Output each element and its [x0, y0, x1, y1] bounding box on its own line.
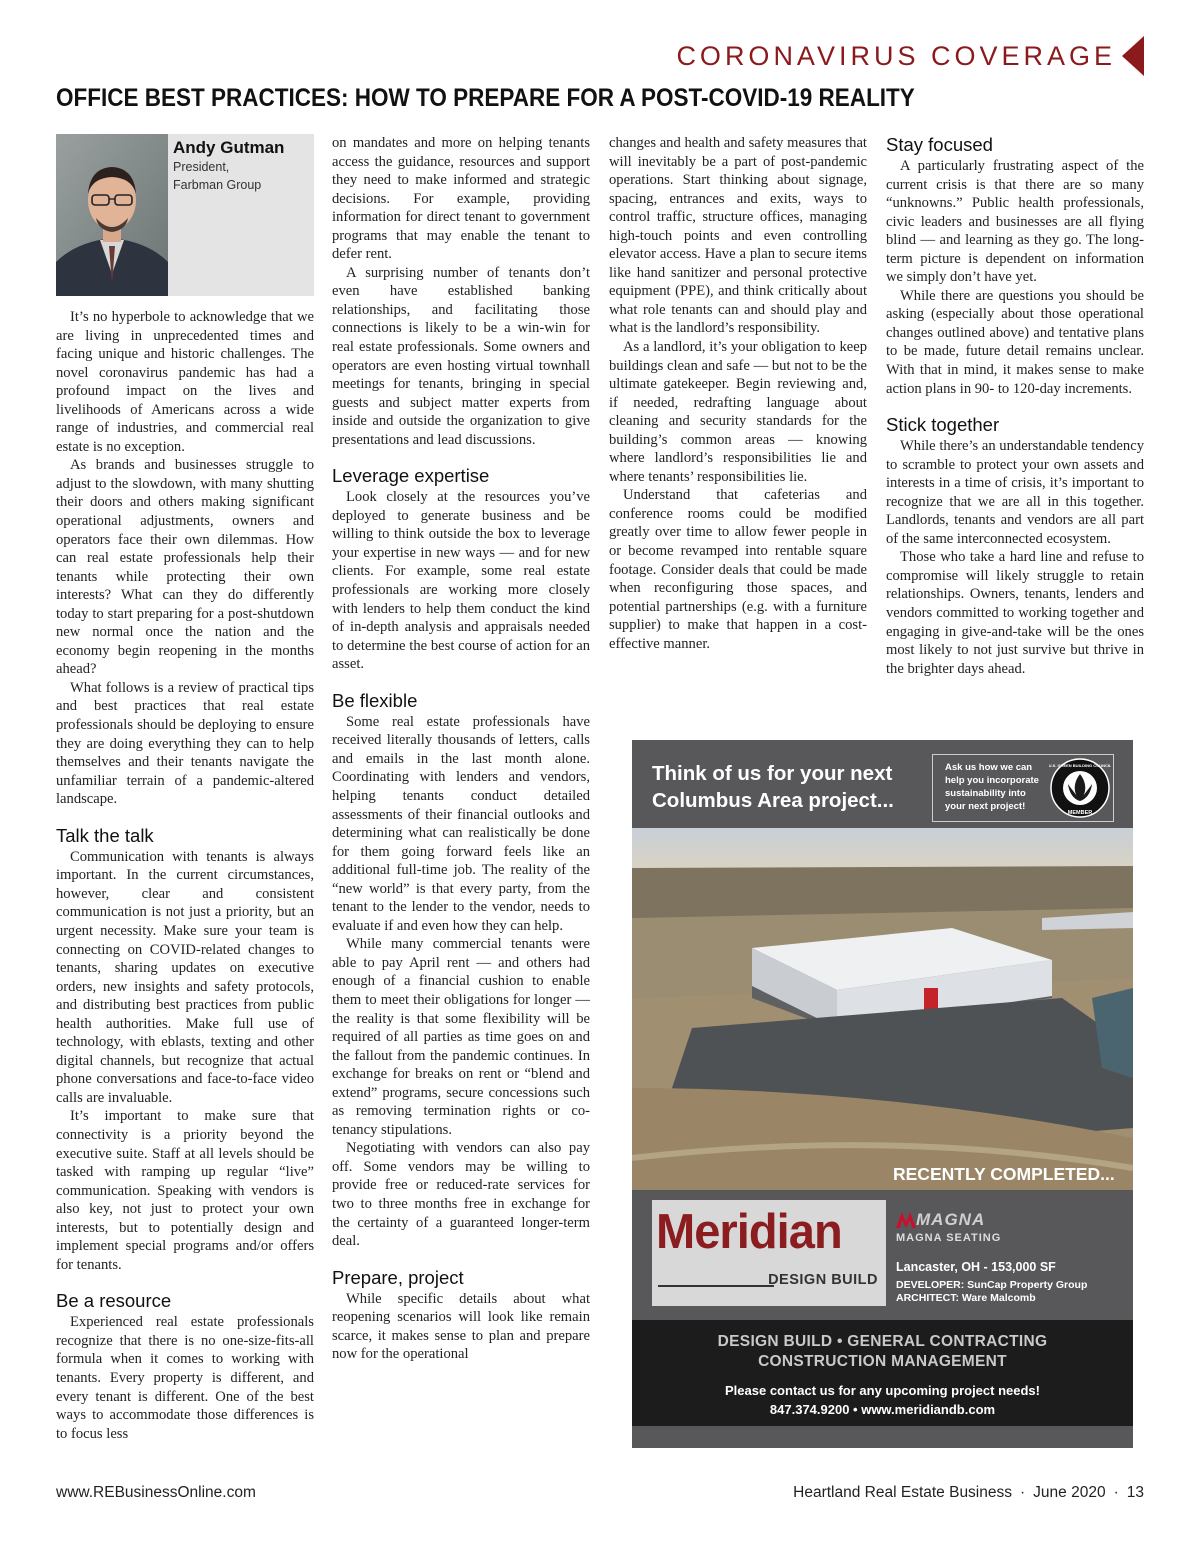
subhead-stay-focused: Stay focused — [886, 134, 993, 155]
ad-headline-line: Think of us for your next — [652, 762, 893, 785]
sustainability-box — [932, 754, 1114, 822]
arrow-left-icon — [1122, 36, 1144, 76]
contact-phone-website[interactable]: 847.374.9200 • www.meridiandb.com — [769, 1402, 996, 1417]
subhead-prepare-project: Prepare, project — [332, 1266, 464, 1288]
paragraph: It’s important to make sure that connectivity is a priority beyond the executive suite. Staff at all levels should be tasked with ramping up regular “live” communication. Speaking with vendors is also key, not just to protect your own interests, but to potentially design and implement special programs and/or offers for tenants. — [56, 1108, 314, 1273]
footer-separator: · — [1113, 1484, 1119, 1501]
sustainability-text — [945, 761, 1039, 813]
paragraph: It’s no hyperbole to acknowledge that we are living in unprecedented times and facing unique and historic challenges. The novel coronavirus pandemic has had a profound impact on the lives and livelihoods of Americans across a wide range of industries, and commercial real estate is no exception. — [56, 309, 314, 455]
article-column-1 — [56, 134, 314, 1443]
article-headline: OFFICE BEST PRACTICES: HOW TO PREPARE FOR A POST-COVID-19 REALITY — [56, 84, 915, 112]
paragraph: on mandates and more on helping tenants access the guidance, resources and support they need to make informed and strategic decisions. For example, providing information for direct tenant to government programs that may enable the tenant to defer rent. — [332, 135, 590, 263]
footer-website[interactable]: www.REBusinessOnline.com — [56, 1484, 256, 1501]
seal-member-text: MEMBER — [1067, 810, 1093, 816]
ad-headline-line: Columbus Area project... — [652, 789, 894, 812]
paragraph: As brands and businesses struggle to adjust to the slowdown, with many shutting their doors and others making significant operational adjustments, owners and operators face their own dilemmas. How can real estate professionals help their tenants while protecting their own interests? What can they do differently today to start preparing for a post-shutdown new normal once the nation and the economy begin reopening in the months ahead? — [56, 457, 314, 678]
meridian-advertisement[interactable] — [632, 740, 1133, 1448]
footer-publication-info — [793, 1484, 1144, 1502]
magna-name: MAGNA — [916, 1210, 986, 1229]
magna-logo — [896, 1210, 1001, 1244]
paragraph: Communication with tenants is always important. In the current circumstances, however, clear and consistent communication is not just a priority, but an urgent necessity. Make sure your team is connecting on COVID-related changes to tenants, sharing updates on executive orders, new insights and safety protocols, and distributing best practices from public health authorities. Make full use of technology, with eblasts, texting and other digital channels, but recognize that actual phone conversations and face-to-face video calls are invaluable. — [56, 848, 314, 1106]
ad-services — [632, 1332, 1133, 1372]
paragraph: While specific details about what reopening scenarios will look like remain scarce, it makes sense to plan and prepare now for the operational — [332, 1290, 590, 1363]
aerial-building-photo — [632, 828, 1133, 1190]
paragraph: Experienced real estate professionals recognize that there is no one-size-fits-all formula when it comes to working with tenants. Every property is different, and every tenant is different. One of the best ways to accommodate those differences is to focus less — [56, 1314, 314, 1442]
paragraph: changes and health and safety measures that will inevitably be a part of post-pandemic operations. Start thinking about signage, spacing, entrances and exits, ways to control traffic, structure offices, managing high-touch points and even controlling elevator access. Have a plan to secure items like hand sanitizer and personal protective equipment (PPE), and think critically about what role tenants can and should play and what is the landlord’s responsibility. — [609, 135, 867, 337]
author-name: Andy Gutman — [173, 138, 285, 157]
ad-header — [632, 740, 1133, 828]
paragraph: Those who take a hard line and refuse to compromise will likely struggle to retain relationships. Owners, tenants, lenders and vendors committed to working together and engaging in give-and-take will be the ones most likely to not just survive but thrive in the brighter days ahead. — [886, 549, 1144, 677]
subhead-leverage-expertise: Leverage expertise — [332, 465, 490, 487]
seal-council-text: U.S. GREEN BUILDING COUNCIL — [1049, 763, 1111, 768]
recently-completed-label: RECENTLY COMPLETED... — [893, 1164, 1115, 1184]
author-company: Farbman Group — [173, 178, 262, 192]
sustainability-line: help you incorporate — [945, 775, 1039, 786]
footer-publication: Heartland Real Estate Business — [793, 1484, 1012, 1501]
subhead-talk-the-talk: Talk the talk — [56, 824, 154, 846]
magna-mark-icon — [896, 1212, 916, 1228]
section-tag — [676, 36, 1144, 76]
footer-issue: June 2020 — [1033, 1484, 1106, 1501]
page-number: 13 — [1126, 1484, 1144, 1501]
project-location: Lancaster, OH - 153,000 SF — [896, 1260, 1056, 1274]
paragraph: Negotiating with vendors can also pay off. Some vendors may be willing to provide free or reduced-rate services for two to three months free in exchange for the certainty of a guaranteed longer-term deal. — [332, 1140, 590, 1250]
paragraph: While many commercial tenants were able to pay April rent — and others had enough of a financial cushion to enable them to meet their obligations for longer — the reality is that some flexibility will be required of all parties as time goes on and the fallout from the pandemic continues. In exchange for breaks on rent or “blend and extend” programs, secure concessions such as removing termination rights or co-tenancy stipulations. — [332, 936, 590, 1138]
magna-wordmark — [896, 1210, 1001, 1230]
paragraph: Some real estate professionals have received literally thousands of letters, calls and emails in the last month alone. Coordinating with lenders and vendors, helping tenants conduct detailed assessments of their financial outlooks and determining what can realistically be done for them going forward feels like an additional full-time job. The reality of the “new world” is that every party, from the tenant to the lender to the vendor, needs to evaluate if and even how they can help. — [332, 713, 590, 934]
services-line: DESIGN BUILD • GENERAL CONTRACTING — [717, 1333, 1048, 1350]
paragraph: While there are questions you should be asking (especially about those operational changes outlined above) and tentative plans to be made, future detail remains unclear. With that in mind, it makes sense to make action plans in 90- to 120-day increments. — [886, 287, 1144, 397]
footer-separator: · — [1020, 1484, 1026, 1501]
byline-text — [173, 138, 284, 194]
paragraph: As a landlord, it’s your obligation to keep buildings clean and safe — but not to be the ultimate gatekeeper. Begin reviewing and, if needed, redrafting language about cleaning and security standards for the building’s common areas — knowing where landlord’s responsibilities lie and where tenants’ responsibilities lie. — [609, 339, 867, 485]
subhead-stick-together: Stick together — [886, 414, 1000, 436]
paragraph: Understand that cafeterias and conference rooms could be modified greatly over time to allow fewer people in or become revamped into rentable square footage. Consider deals that could be made when reconfiguring those spaces, and potential partnerships (e.g. with a furniture supplier) to make that happen in a cost-effective manner. — [609, 487, 867, 652]
paragraph: A surprising number of tenants don’t even have established banking relationships, and facilitating those connections is likely to be a win-win for real estate professionals. Some owners and operators are even hosting virtual townhall meetings for tenants, bringing in special guests and subject matter experts from inside and outside the organization to give presentations and lead discussions. — [332, 264, 590, 448]
project-credits — [896, 1279, 1087, 1304]
paragraph: While there’s an understandable tendency to scramble to protect your own assets and interests in a time of crisis, it’s important to recognize that we are all in this together. Landlords, tenants and vendors are all part of the same interconnected ecosystem. — [886, 438, 1144, 547]
ad-contact-panel — [632, 1320, 1133, 1426]
article-column-4 — [886, 134, 1144, 678]
meridian-wordmark: Meridian — [656, 1205, 842, 1259]
sustainability-line: sustainability into — [945, 788, 1026, 799]
meridian-tagline: DESIGN BUILD — [768, 1272, 878, 1288]
project-architect: ARCHITECT: Ware Malcomb — [896, 1291, 1036, 1304]
logo-rule — [658, 1285, 774, 1287]
sustainability-line: your next project! — [945, 801, 1026, 812]
magna-subtitle: MAGNA SEATING — [896, 1232, 1002, 1244]
article-column-3 — [609, 134, 867, 653]
usgbc-member-seal-icon — [1049, 757, 1111, 819]
paragraph: Look closely at the resources you’ve deployed to generate business and be willing to think outside the box to leverage your expertise in new ways — and for new clients. For example, some real estate professionals are working more closely with lenders to help them conduct the kind of in-depth analysis and appraisals needed to determine the best course of action for an asset. — [332, 489, 590, 673]
subhead-be-a-resource: Be a resource — [56, 1290, 172, 1312]
author-title: President, — [173, 160, 230, 174]
ad-contact — [632, 1381, 1133, 1419]
project-developer: DEVELOPER: SunCap Property Group — [896, 1279, 1088, 1291]
ad-headline — [652, 760, 894, 814]
section-label: CORONAVIRUS COVERAGE — [676, 40, 1116, 71]
meridian-logo — [652, 1200, 886, 1306]
contact-line: Please contact us for any upcoming project needs! — [725, 1383, 1040, 1398]
author-byline — [56, 134, 314, 296]
sustainability-line: Ask us how we can — [945, 762, 1033, 773]
paragraph: What follows is a review of practical tips and best practices that real estate professionals should be deploying to ensure they are doing everything they can to help themselves and their tenants navigate the unfamiliar terrain of a pandemic-altered landscape. — [56, 679, 314, 808]
author-photo — [56, 134, 168, 296]
subhead-be-flexible: Be flexible — [332, 689, 418, 711]
services-line: CONSTRUCTION MANAGEMENT — [758, 1353, 1007, 1370]
paragraph: A particularly frustrating aspect of the current crisis is that there are so many “unknowns.” Public health professionals, civic leaders and businesses are all flying blind — and learning as they go. The long-term picture is dependent on information we simply don’t have yet. — [886, 158, 1144, 286]
article-column-2 — [332, 134, 590, 1364]
